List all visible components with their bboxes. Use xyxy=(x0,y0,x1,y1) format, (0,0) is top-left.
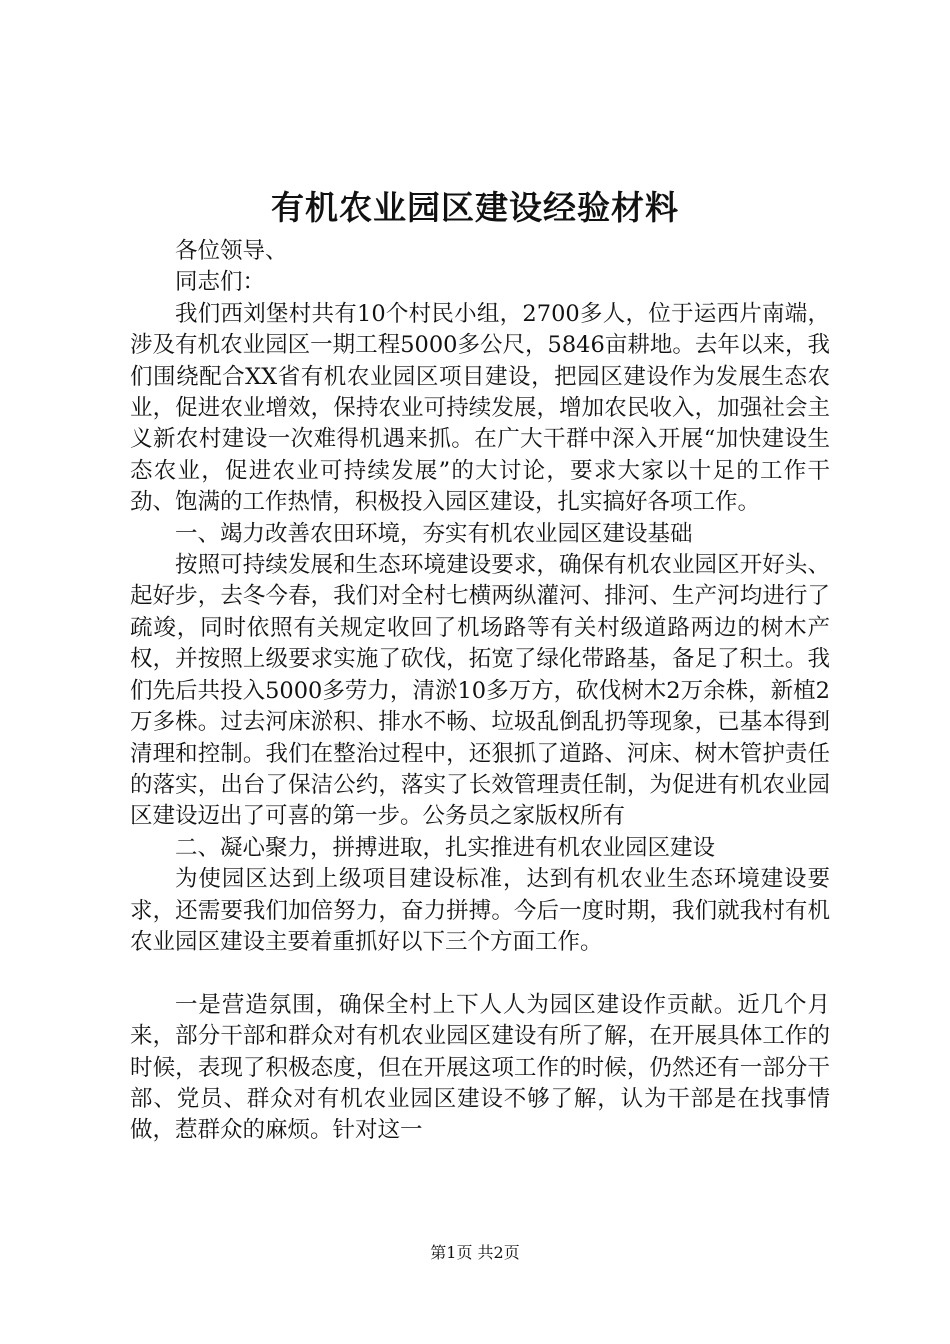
section-heading-1: 一、竭力改善农田环境，夯实有机农业园区建设基础 xyxy=(175,520,693,547)
point-1-paragraph: 一是营造氛围，确保全村上下人人为园区建设作贡献。近几个月来，部分干部和群众对有机农业园区建设有所了解，在开展具体工作的时候，表现了积极态度，但在开展这项工作的时候，仍然还有一部分干部、党员、群众对有机农业园区建设不够了解，认为干部是在找事情做，惹群众的麻烦。针对这一 xyxy=(130,991,830,1144)
intro-paragraph: 我们西刘堡村共有10个村民小组，2700多人，位于运西片南端，涉及有机农业园区一期工程5000多公尺，5846亩耕地。去年以来，我们围绕配合XX省有机农业园区项目建设，把园区建设作为发展生态农业，促进农业增效，保持农业可持续发展，增加农民收入，加强社会主义新农村建设一次难得机遇来抓。在广大干群中深入开展“加快建设生态农业，促进农业可持续发展”的大讨论，要求大家以十足的工作干劲、饱满的工作热情，积极投入园区建设，扎实搞好各项工作。 xyxy=(130,300,830,516)
document-body xyxy=(130,236,830,1147)
page-footer: 第1页 共2页 xyxy=(430,1243,520,1262)
salutation-line-2: 同志们： xyxy=(175,269,266,296)
document-title: 有机农业园区建设经验材料 xyxy=(271,188,679,227)
section-2-paragraph: 为使园区达到上级项目建设标准，达到有机农业生态环境建设要求，还需要我们加倍努力，奋力拼搏。今后一度时期，我们就我村有机农业园区建设主要着重抓好以下三个方面工作。 xyxy=(130,866,830,955)
section-1-paragraph: 按照可持续发展和生态环境建设要求，确保有机农业园区开好头、起好步，去冬今春，我们对全村七横两纵灌河、排河、生产河均进行了疏竣，同时依照有关规定收回了机场路等有关村级道路两边的树木产权，并按照上级要求实施了砍伐，拓宽了绿化带路基，备足了积土。我们先后共投入5000多劳力，清淤10多万方，砍伐树木2万余株，新植2万多株。过去河床淤积、排水不畅、垃圾乱倒乱扔等现象，已基本得到清理和控制。我们在整治过程中，还狠抓了道路、河床、树木管护责任的落实，出台了保洁公约，落实了长效管理责任制，为促进有机农业园区建设迈出了可喜的第一步。公务员之家版权所有 xyxy=(130,552,830,830)
salutation-line-1: 各位领导、 xyxy=(175,238,288,264)
section-heading-2: 二、凝心聚力，拼搏进取，扎实推进有机农业园区建设 xyxy=(175,834,716,861)
